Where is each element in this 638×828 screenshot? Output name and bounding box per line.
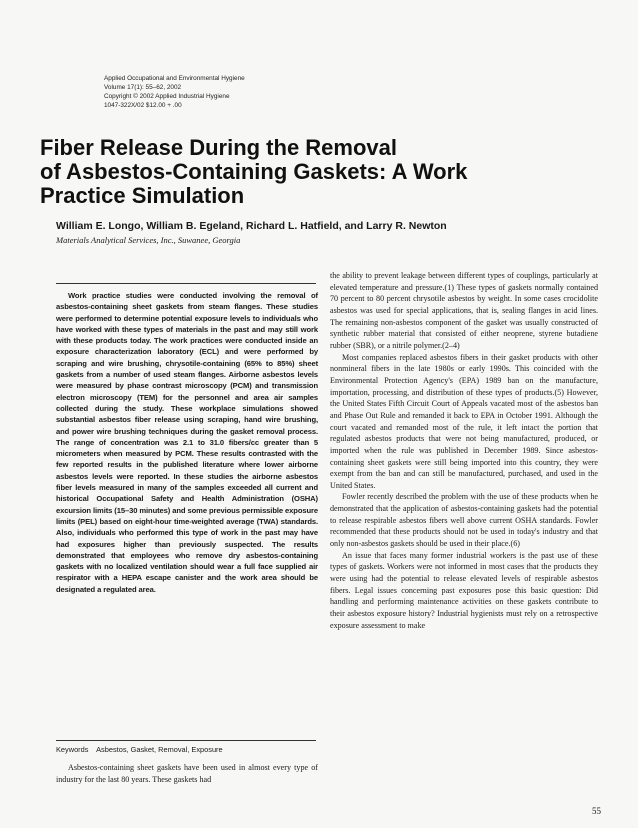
- journal-volume: Volume 17(1): 55–62, 2002: [104, 84, 182, 91]
- article-title: [40, 136, 560, 208]
- fax-transmission-header: [40, 2, 608, 12]
- author-affiliation: Materials Analytical Services, Inc., Suwanee, Georgia: [56, 235, 241, 245]
- author-list: William E. Longo, William B. Egeland, Richard L. Hatfield, and Larry R. Newton: [56, 220, 447, 232]
- journal-metadata: [104, 74, 245, 110]
- abstract-text: Work practice studies were conducted involving the removal of asbestos-containing sheet gaskets from steam flanges. These studies were performed to determine potential exposure levels to individuals who have worked with these types of materials in the past and may still work with these products today. The work practices were conducted inside an exposure characterization laboratory (ECL) and were performed by scraping and wire brushing, chrysotile-containing (65% to 85%) sheet gaskets from a number of used steam flanges. Airborne asbestos levels were measured by phase contrast microscopy (PCM) and transmission electron microscopy (TEM) for the personnel and area air samples collected during the study. These workplace simulations showed substantial asbestos fiber release using scraping, hand wire brushing, and power wire brushing techniques during the gasket removal process. The range of concentration was 2.1 to 31.0 fibers/cc greater than 5 micrometers when measured by PCM. These results contrasted with the few reported results in the published literature where lower airborne asbestos levels were reported. In these studies the airborne asbestos fiber levels measured in many of the samples exceeded all current and historical Occupational Safety and Health Administration (OSHA) excursion limits (15–30 minutes) and some previous permissible exposure limits (PEL) based on eight-hour time-weighted average (TWA) standards. Also, individuals who performed this type of work in the past may have had exposures higher than previously suspected. The results demonstrated that employees who remove dry asbestos-containing gaskets with no localized ventilation should wear a full face supplied air respirator with a HEPA escape canister and the work area should be designated a regulated area.: [56, 291, 318, 594]
- issn-line: 1047-322X/02 $12.00 + .00: [104, 102, 182, 109]
- body-paragraph-2: Most companies replaced asbestos fibers in their gasket products with other nonmineral fibers in the late 1980s or early 1990s. This coincided with the Environmental Protection Agency's (EPA) 1989 ban on the manufacture, importation, processing, and distribution of these types of products.(5) However, the United States Fifth Circuit Court of Appeals vacated most of the asbestos ban and Phase Out Rule and remanded it back to EPA in October 1991. Although the court vacated and remanded most of the rule, it left intact the portion that regulated asbestos products that were not being manufactured, produced, or imported when the rule was published in December 1989. Since asbestos-containing sheet gaskets were still being imported into this country, they were exempt from the ban and can still be manufactured, purchased, and used in the United States.: [330, 352, 598, 490]
- journal-name: Applied Occupational and Environmental Hygiene: [104, 75, 245, 82]
- keywords-line: [56, 745, 318, 754]
- title-line-1: Fiber Release During the Removal: [40, 135, 397, 160]
- keywords-rule: [56, 740, 316, 741]
- keywords-terms: Asbestos, Gasket, Removal, Exposure: [96, 745, 223, 754]
- body-paragraph-1: the ability to prevent leakage between different types of couplings, particularly at elevated temperature and pressure.(1) These types of gaskets normally contained 70 percent to 80 percent chrysotile asbestos by weight. In some cases crocidolite asbestos was used for special applications, that is, sealing flanges in acid lines. The remaining non-asbestos component of the gasket was usually constructed of synthetic rubber material that consisted of either neoprene, styrene butadiene rubber (SBR), or a nitrile polymer.(2–4): [330, 271, 598, 350]
- title-line-3: Practice Simulation: [40, 183, 245, 208]
- body-paragraph-3: Fowler recently described the problem with the use of these products when he demonstrated that the application of asbestos-containing gaskets had the potential to release respirable asbestos fibers well above current OSHA standards. Fowler recommended that these products should not be used in today's industry and that only non-asbestos gaskets should be used in their place.(6): [330, 492, 598, 549]
- body-paragraph-4: An issue that faces many former industrial workers is the past use of these types of gaskets. Workers were not informed in most cases that the products they were using had the potential to release elevated levels of respirable asbestos fibers. Legal issues concerning past exposures pose this basic question: Did handling and performing maintenance activities on these gaskets contribute to their asbestos exposure history? Industrial hygienists must rely on a retrospective exposure assessment to make: [330, 550, 598, 630]
- copyright-line: Copyright © 2002 Applied Industrial Hygiene: [104, 93, 230, 100]
- page-number: 55: [592, 806, 601, 816]
- abstract-top-rule: [56, 283, 316, 284]
- introduction-paragraph-start: Asbestos-containing sheet gaskets have been used in almost every type of industry for the last 80 years. These gaskets had: [56, 763, 318, 784]
- title-line-2: of Asbestos-Containing Gaskets: A Work: [40, 159, 468, 184]
- keywords-label: Keywords: [56, 745, 89, 754]
- right-column-body: [330, 270, 598, 631]
